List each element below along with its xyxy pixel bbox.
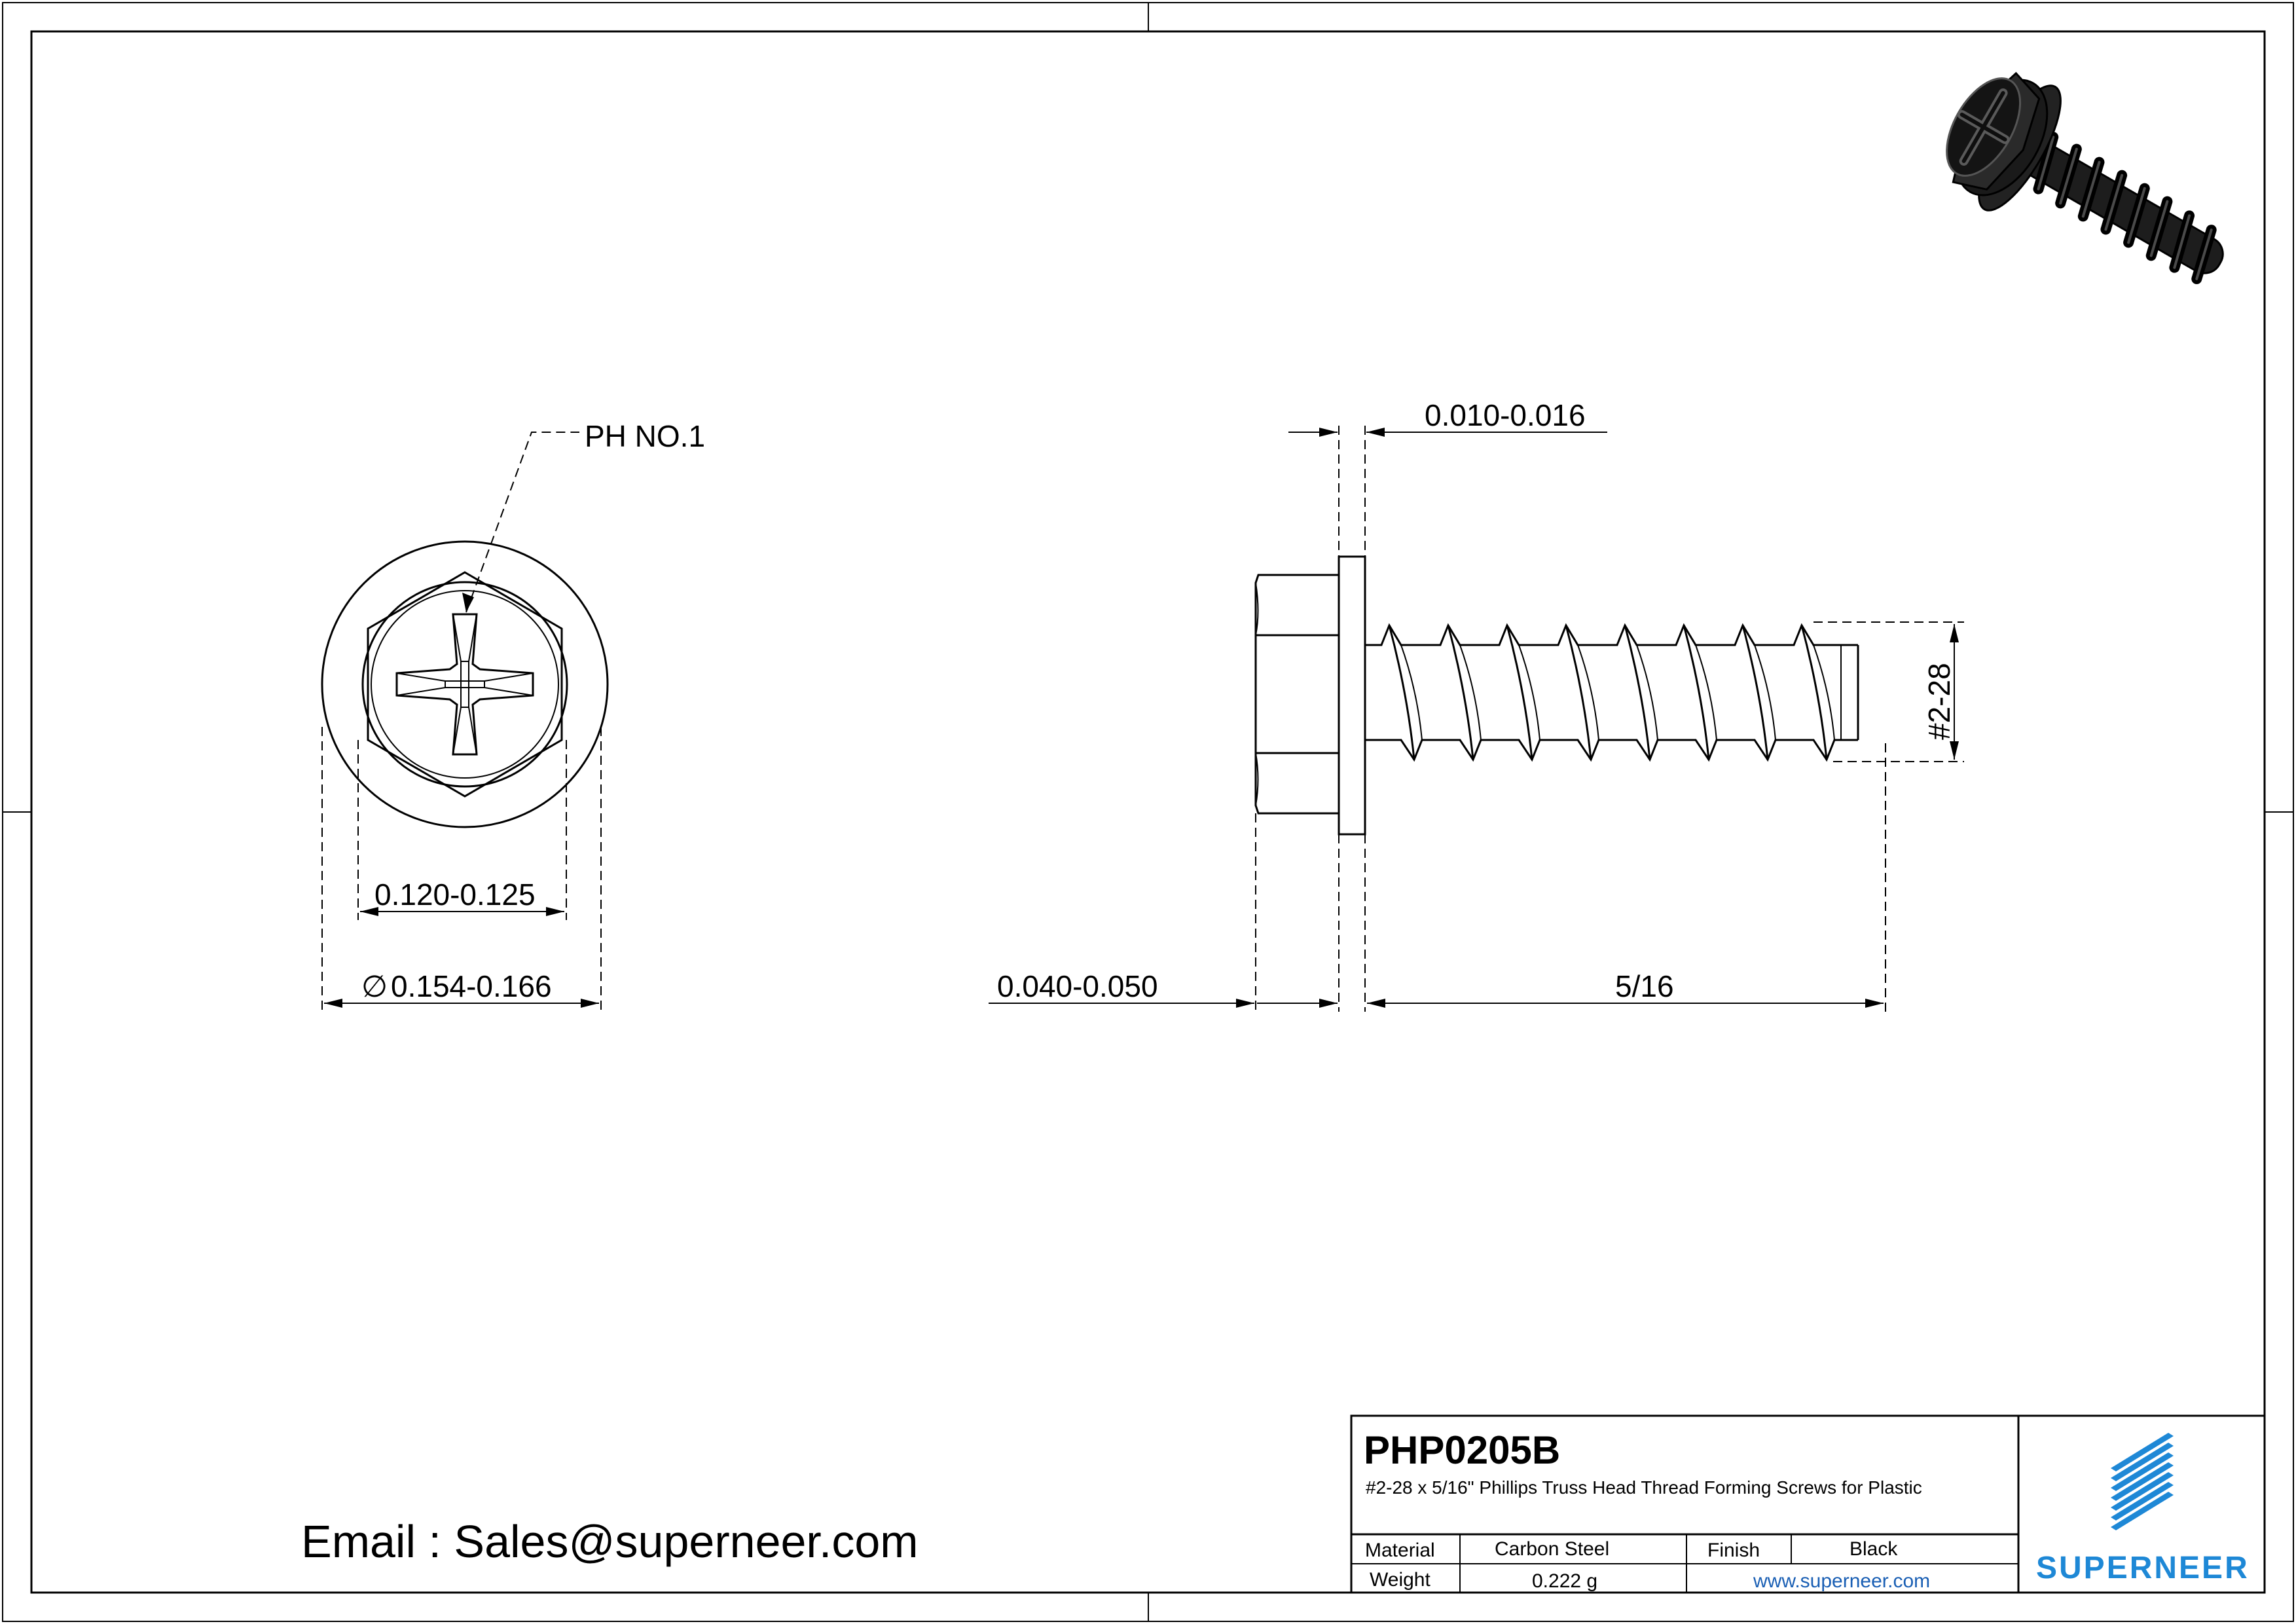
washer-flange [1339,557,1365,834]
washer-dim-text: 0.010-0.016 [1425,398,1586,432]
hex-dim-text: 0.120-0.125 [374,877,536,912]
sheet-outer-border [3,3,2293,1621]
head-dim-text: 0.040-0.050 [997,969,1158,1003]
zone-ticks [3,3,2293,1621]
part-description: #2-28 x 5/16" Phillips Truss Head Thread Forming Screws for Plastic [1366,1477,1922,1498]
title-block [1351,1416,2265,1593]
diameter-symbol-icon: ∅ [361,969,388,1003]
material-label: Material [1365,1540,1435,1561]
drive-leader-line [466,432,579,612]
weight-value: 0.222 g [1532,1570,1598,1592]
phillips-recess-icon [397,614,533,754]
part-number: PHP0205B [1364,1428,1561,1472]
side-view [989,398,1964,1012]
dia-dim-text: 0.154-0.166 [391,969,552,1003]
head-profile [1256,575,1339,813]
superneer-logo-icon [2111,1433,2174,1530]
length-dim-text: 5/16 [1615,969,1674,1003]
contact-email: Email : Sales@superneer.com [301,1516,919,1567]
screw-3d-render-icon [1923,51,2255,325]
thread-body [1365,625,1858,760]
finish-label: Finish [1707,1540,1760,1561]
head-inner-circle [371,591,558,778]
finish-value: Black [1850,1538,1898,1560]
head-view [322,419,705,1012]
thread-dim-text: #2-28 [1922,663,1956,740]
washer-circle [322,542,608,827]
website-link[interactable]: www.superneer.com [1753,1570,1931,1592]
material-value: Carbon Steel [1495,1538,1610,1560]
sheet-inner-border [31,31,2265,1593]
brand-name: SUPERNEER [2036,1551,2250,1585]
weight-label: Weight [1370,1569,1430,1591]
drive-label: PH NO.1 [585,419,706,453]
